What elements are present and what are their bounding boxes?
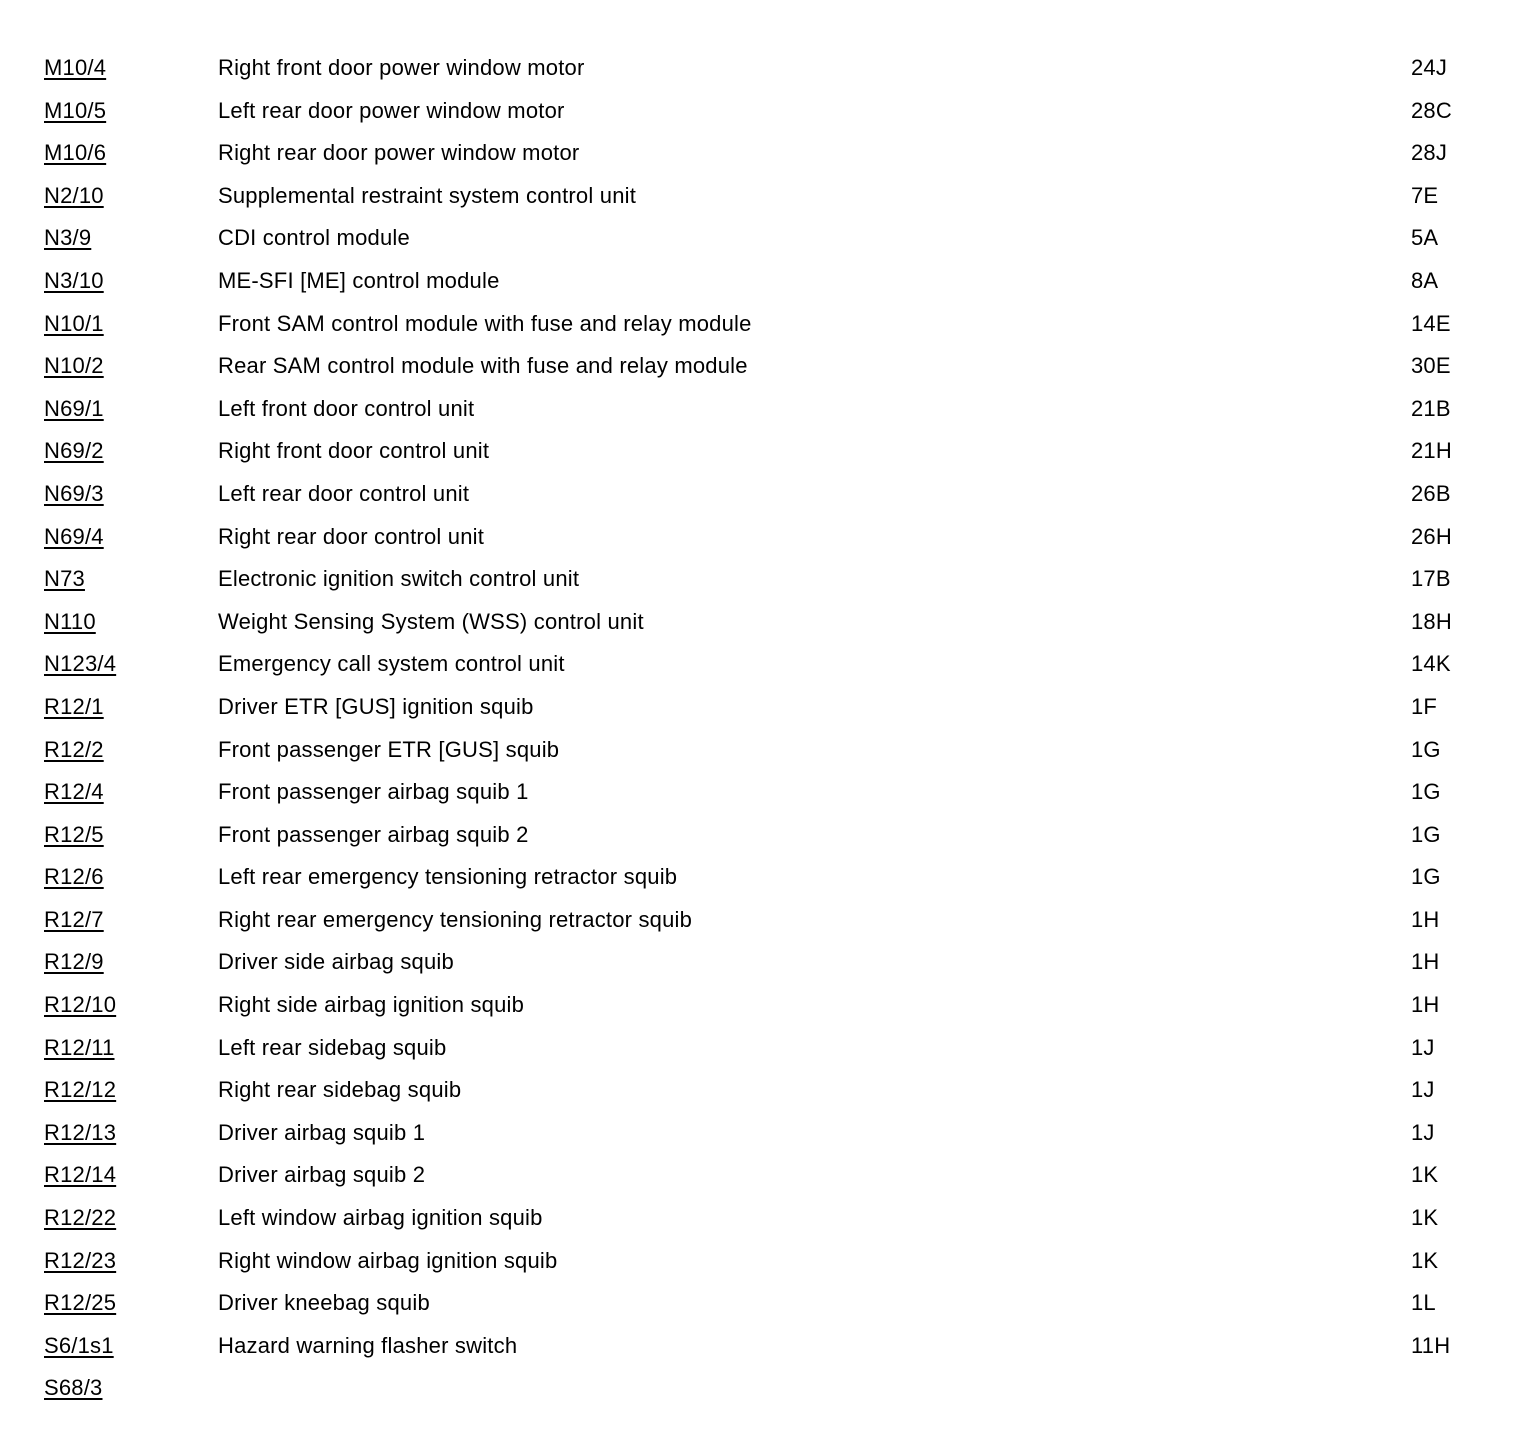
component-description: Front passenger airbag squib 1 — [218, 779, 529, 805]
grid-location: 7E — [1411, 182, 1439, 208]
grid-location: 11H — [1411, 1332, 1451, 1358]
component-description: Emergency call system control unit — [218, 651, 565, 677]
list-item — [0, 345, 1536, 388]
grid-location: 1H — [1411, 906, 1440, 932]
grid-location: 24J — [1411, 55, 1448, 80]
list-item — [0, 1325, 1536, 1368]
list-item — [0, 1240, 1536, 1283]
grid-location: 30E — [1411, 353, 1451, 379]
grid-location: 28J — [1411, 140, 1448, 166]
component-description: Supplemental restraint system control unit — [218, 182, 637, 208]
component-description: Rear SAM control module with fuse and relay module — [218, 353, 748, 379]
component-code-link[interactable]: M10/5 — [44, 97, 107, 123]
grid-location: 1J — [1411, 1119, 1435, 1145]
grid-location: 1K — [1411, 1205, 1439, 1231]
list-item — [0, 686, 1536, 729]
list-item — [0, 1069, 1536, 1112]
list-item — [0, 1197, 1536, 1240]
grid-location: 1G — [1411, 864, 1441, 890]
grid-location: 26B — [1411, 480, 1451, 506]
component-code-link[interactable]: N10/2 — [44, 353, 104, 379]
component-description: Right window airbag ignition squib — [218, 1247, 558, 1273]
component-description: Driver side airbag squib — [218, 949, 454, 975]
grid-location: 28C — [1411, 97, 1452, 123]
component-description: Front passenger airbag squib 2 — [218, 821, 529, 847]
component-description: Right rear door power window motor — [218, 140, 580, 166]
grid-location: 1J — [1411, 1034, 1435, 1060]
grid-location: 1J — [1411, 1077, 1435, 1103]
list-item — [0, 473, 1536, 516]
list-item — [0, 643, 1536, 686]
component-code-link[interactable]: R12/23 — [44, 1247, 117, 1273]
component-description: ME-SFI [ME] control module — [218, 267, 500, 293]
component-code-link[interactable]: N73 — [44, 566, 85, 592]
component-description: Right rear emergency tensioning retractor squib — [218, 906, 693, 932]
list-item — [0, 771, 1536, 814]
grid-location: 1G — [1411, 821, 1441, 847]
component-description: Driver ETR [GUS] ignition squib — [218, 693, 534, 719]
grid-location: 1K — [1411, 1247, 1439, 1273]
component-description: Weight Sensing System (WSS) control unit — [218, 608, 644, 634]
component-description: Hazard warning flasher switch — [218, 1332, 518, 1358]
component-description: Left rear emergency tensioning retractor squib — [218, 864, 678, 890]
grid-location: 1L — [1411, 1290, 1436, 1316]
list-item — [0, 430, 1536, 473]
grid-location: 14K — [1411, 651, 1451, 677]
component-code-link[interactable]: M10/4 — [44, 55, 107, 80]
component-description: Left window airbag ignition squib — [218, 1205, 543, 1231]
component-code-link[interactable]: N123/4 — [44, 651, 117, 677]
component-code-link[interactable]: R12/6 — [44, 864, 104, 890]
component-code-link[interactable]: N69/4 — [44, 523, 104, 549]
list-item — [0, 601, 1536, 644]
component-description: Right side airbag ignition squib — [218, 992, 525, 1018]
component-description: Driver airbag squib 2 — [218, 1162, 426, 1188]
component-list — [0, 47, 1536, 1410]
component-code-link[interactable]: R12/14 — [44, 1162, 117, 1188]
list-item — [0, 1154, 1536, 1197]
grid-location: 14E — [1411, 310, 1451, 336]
grid-location: 1H — [1411, 949, 1440, 975]
component-code-link[interactable]: N10/1 — [44, 310, 104, 336]
list-item — [0, 1282, 1536, 1325]
list-item — [0, 899, 1536, 942]
component-code-link[interactable]: R12/2 — [44, 736, 104, 762]
component-code-link[interactable]: N3/10 — [44, 267, 104, 293]
grid-location: 1H — [1411, 992, 1440, 1018]
component-description: Front passenger ETR [GUS] squib — [218, 736, 560, 762]
list-item — [0, 516, 1536, 559]
list-item — [0, 303, 1536, 346]
component-code-link[interactable]: R12/9 — [44, 949, 104, 975]
component-code-link[interactable]: S68/3 — [44, 1375, 103, 1401]
component-description: Right rear door control unit — [218, 523, 485, 549]
list-item — [0, 1027, 1536, 1070]
component-code-link[interactable]: R12/1 — [44, 693, 104, 719]
grid-location: 1G — [1411, 736, 1441, 762]
component-description: Left rear door control unit — [218, 480, 470, 506]
grid-location: 26H — [1411, 523, 1452, 549]
list-item — [0, 175, 1536, 218]
component-code-link[interactable]: N69/3 — [44, 480, 104, 506]
list-item — [0, 388, 1536, 431]
grid-location: 8A — [1411, 267, 1439, 293]
list-item — [0, 856, 1536, 899]
component-description: Left front door control unit — [218, 395, 475, 421]
list-item — [0, 729, 1536, 772]
component-description: Right front door power window motor — [218, 55, 585, 80]
list-item — [0, 984, 1536, 1027]
component-code-link[interactable]: S6/1s1 — [44, 1332, 114, 1358]
component-code-link[interactable]: R12/4 — [44, 779, 104, 805]
grid-location: 1F — [1411, 693, 1438, 719]
component-code-link[interactable]: R12/25 — [44, 1290, 117, 1316]
component-code-link[interactable]: N3/9 — [44, 225, 92, 251]
component-code-link[interactable]: N69/1 — [44, 395, 104, 421]
list-item — [0, 90, 1536, 133]
grid-location: 21B — [1411, 395, 1451, 421]
list-item — [0, 814, 1536, 857]
list-item — [0, 1112, 1536, 1155]
component-code-link[interactable]: N69/2 — [44, 438, 104, 464]
component-description: Left rear sidebag squib — [218, 1034, 447, 1060]
list-item — [0, 1367, 1536, 1410]
component-description: Right front door control unit — [218, 438, 490, 464]
component-code-link[interactable]: R12/10 — [44, 992, 117, 1018]
grid-location: 1K — [1411, 1162, 1439, 1188]
list-item — [0, 132, 1536, 175]
list-item — [0, 558, 1536, 601]
list-item — [0, 217, 1536, 260]
component-description: Electronic ignition switch control unit — [218, 566, 580, 592]
component-code-link[interactable]: R12/5 — [44, 821, 104, 847]
component-code-link[interactable]: N2/10 — [44, 182, 104, 208]
component-code-link[interactable]: N110 — [44, 608, 96, 634]
grid-location: 21H — [1411, 438, 1452, 464]
grid-location: 1G — [1411, 779, 1441, 805]
component-description: Driver kneebag squib — [218, 1290, 430, 1316]
grid-location: 5A — [1411, 225, 1439, 251]
component-description: Right rear sidebag squib — [218, 1077, 462, 1103]
component-code-link[interactable]: M10/6 — [44, 140, 107, 166]
component-code-link[interactable]: R12/7 — [44, 906, 104, 932]
component-description: Front SAM control module with fuse and relay module — [218, 310, 752, 336]
list-item — [0, 260, 1536, 303]
component-code-link[interactable]: R12/12 — [44, 1077, 117, 1103]
grid-location: 18H — [1411, 608, 1452, 634]
component-description: Driver airbag squib 1 — [218, 1119, 426, 1145]
component-code-link[interactable]: R12/13 — [44, 1119, 117, 1145]
list-item — [0, 941, 1536, 984]
component-code-link[interactable]: R12/22 — [44, 1205, 117, 1231]
list-item — [0, 47, 1536, 90]
grid-location: 17B — [1411, 566, 1451, 592]
component-code-link[interactable]: R12/11 — [44, 1034, 115, 1060]
component-description: CDI control module — [218, 225, 410, 251]
component-description: Left rear door power window motor — [218, 97, 565, 123]
